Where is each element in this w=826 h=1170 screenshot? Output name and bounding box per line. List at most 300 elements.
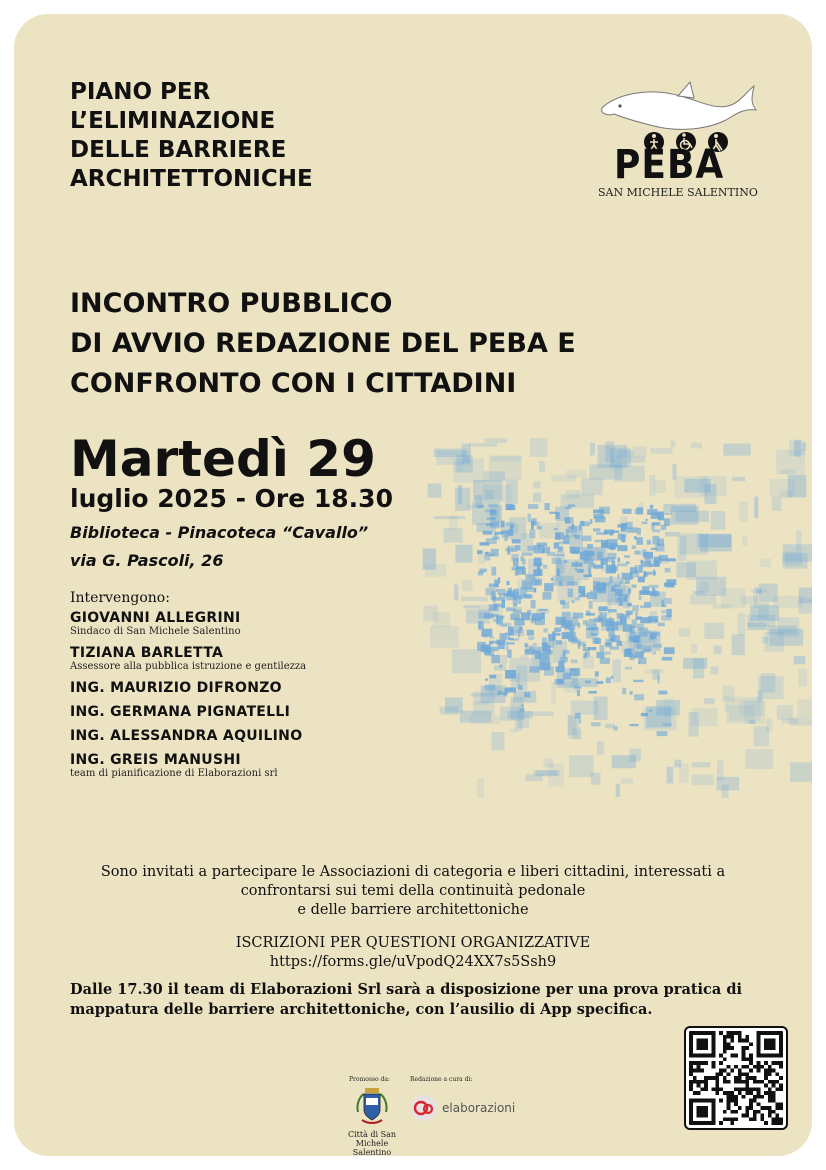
qr-module: [749, 1076, 753, 1080]
map-building: [531, 600, 536, 608]
map-building: [528, 636, 534, 639]
map-building: [592, 552, 595, 556]
qr-module: [742, 1072, 746, 1076]
map-building: [583, 644, 586, 651]
qr-module: [730, 1117, 734, 1121]
map-parcel: [799, 588, 812, 604]
qr-module: [768, 1087, 772, 1091]
qr-module: [727, 1065, 731, 1069]
qr-module: [749, 1117, 753, 1121]
map-building: [517, 568, 526, 575]
map-building: [632, 620, 637, 629]
qr-module: [753, 1095, 757, 1099]
qr-module: [734, 1099, 738, 1103]
map-building: [640, 590, 650, 595]
map-building: [506, 504, 514, 510]
map-building: [521, 704, 524, 706]
map-building: [495, 589, 498, 592]
qr-module: [715, 1087, 719, 1091]
map-building: [617, 563, 628, 566]
map-parcel: [440, 706, 459, 714]
qr-module: [727, 1072, 731, 1076]
qr-module: [753, 1087, 757, 1091]
map-building: [665, 568, 671, 573]
qr-module: [719, 1061, 723, 1065]
qr-module: [715, 1080, 719, 1084]
map-building: [572, 600, 575, 603]
map-building: [620, 580, 624, 584]
map-building: [571, 534, 576, 537]
map-building: [478, 572, 483, 575]
map-building: [528, 514, 532, 522]
map-building: [491, 517, 495, 521]
qr-module: [779, 1065, 783, 1069]
map-building: [657, 731, 668, 736]
map-building: [567, 581, 578, 585]
map-parcel: [782, 553, 807, 568]
map-building: [541, 613, 545, 619]
qr-module: [730, 1121, 734, 1125]
map-parcel: [525, 774, 542, 781]
map-building: [575, 568, 577, 571]
qr-module: [697, 1065, 701, 1069]
map-building: [631, 585, 636, 588]
qr-module: [712, 1061, 716, 1065]
qr-module: [764, 1061, 768, 1065]
qr-module: [693, 1091, 697, 1095]
map-building: [644, 552, 653, 559]
map-parcel: [732, 635, 745, 656]
map-building: [517, 592, 519, 595]
promoted-by-label: Promosso da:: [349, 1076, 390, 1083]
map-parcel: [674, 476, 707, 498]
qr-module: [745, 1110, 749, 1114]
qr-finder: [764, 1039, 775, 1050]
map-building: [641, 713, 648, 716]
map-building: [654, 560, 659, 566]
map-building: [529, 666, 539, 672]
map-building: [512, 539, 521, 543]
map-parcel: [772, 497, 782, 511]
qr-module: [745, 1087, 749, 1091]
qr-module: [757, 1080, 761, 1084]
registration-link[interactable]: https://forms.gle/uVpodQ24XX7s5Ssh9: [269, 954, 557, 970]
map-building: [595, 517, 606, 523]
map-building: [589, 563, 596, 567]
elaborazioni-logo-icon: [410, 1094, 438, 1122]
qr-module: [749, 1091, 753, 1095]
qr-module: [749, 1099, 753, 1103]
qr-module: [723, 1050, 727, 1054]
map-building: [543, 592, 552, 600]
qr-module: [700, 1080, 704, 1084]
qr-module: [693, 1076, 697, 1080]
map-building: [593, 528, 600, 531]
qr-module: [757, 1069, 761, 1073]
qr-module: [768, 1072, 772, 1076]
map-parcel: [597, 741, 604, 755]
map-parcel: [478, 553, 485, 563]
map-building: [596, 652, 604, 658]
map-building: [664, 583, 674, 587]
qr-module: [715, 1072, 719, 1076]
map-building: [564, 650, 570, 654]
map-building: [607, 553, 616, 559]
qr-module: [745, 1035, 749, 1039]
qr-module: [779, 1084, 783, 1088]
map-building: [634, 536, 637, 539]
map-building: [575, 561, 578, 565]
map-building: [575, 598, 579, 601]
map-building: [570, 547, 580, 554]
map-building: [621, 614, 629, 616]
qr-module: [772, 1117, 776, 1121]
map-parcel: [747, 623, 766, 630]
map-building: [630, 572, 634, 579]
qr-module: [734, 1054, 738, 1058]
speaker: [70, 752, 420, 779]
map-building: [658, 675, 660, 684]
map-building: [565, 507, 571, 510]
qr-module: [727, 1091, 731, 1095]
map-building: [544, 628, 548, 632]
qr-module: [753, 1110, 757, 1114]
qr-module: [760, 1080, 764, 1084]
map-parcel: [520, 655, 528, 659]
qr-module: [708, 1076, 712, 1080]
map-building: [594, 618, 602, 623]
map-building: [586, 631, 593, 639]
map-building: [647, 509, 658, 515]
map-parcel: [796, 531, 802, 551]
map-building: [595, 540, 602, 543]
map-building: [554, 679, 564, 685]
qr-module: [753, 1065, 757, 1069]
map-building: [610, 637, 615, 641]
map-parcel: [754, 497, 758, 519]
qr-module: [742, 1057, 746, 1061]
qr-module: [693, 1061, 697, 1065]
qr-module: [689, 1087, 693, 1091]
map-building: [481, 629, 492, 637]
venue-address: via G. Pascoli, 26: [70, 551, 224, 570]
map-building: [617, 524, 627, 527]
map-building: [484, 613, 493, 618]
map-building: [597, 552, 603, 560]
qr-module: [749, 1061, 753, 1065]
qr-module: [738, 1035, 742, 1039]
map-building: [618, 534, 622, 540]
map-building: [506, 642, 508, 651]
map-building: [570, 629, 574, 637]
map-building: [571, 524, 574, 530]
map-parcel: [533, 493, 541, 503]
qr-module: [772, 1084, 776, 1088]
map-parcel: [778, 617, 800, 637]
qr-module: [712, 1076, 716, 1080]
map-parcel: [569, 755, 594, 777]
qr-module: [749, 1054, 753, 1058]
title-line: ARCHITETTONICHE: [70, 166, 313, 192]
peba-wordmark: PEBA: [614, 142, 725, 188]
map-building: [617, 545, 627, 551]
qr-module: [738, 1072, 742, 1076]
qr-module: [734, 1117, 738, 1121]
map-building: [636, 537, 643, 545]
qr-module: [693, 1080, 697, 1084]
map-building: [650, 636, 655, 640]
map-building: [628, 588, 631, 593]
map-parcel: [710, 667, 718, 675]
qr-module: [772, 1091, 776, 1095]
map-parcel: [788, 475, 807, 498]
city-name: [336, 1130, 408, 1156]
qr-module: [723, 1117, 727, 1121]
map-building: [556, 512, 560, 519]
map-building: [596, 583, 606, 591]
map-building: [663, 724, 672, 726]
map-building: [485, 650, 494, 657]
map-building: [604, 612, 607, 618]
map-building: [530, 530, 536, 539]
map-building: [619, 602, 623, 606]
qr-module: [753, 1099, 757, 1103]
map-parcel: [679, 763, 689, 783]
map-building: [607, 539, 618, 547]
map-parcel: [428, 484, 442, 498]
map-parcel: [469, 443, 497, 447]
qr-module: [727, 1046, 731, 1050]
map-building: [606, 565, 616, 574]
map-parcel: [515, 720, 523, 731]
map-parcel: [794, 656, 805, 664]
map-building: [652, 529, 660, 532]
qr-module: [730, 1095, 734, 1099]
qr-module: [697, 1091, 701, 1095]
map-building: [652, 588, 655, 596]
map-building: [575, 713, 581, 719]
map-building: [485, 552, 491, 561]
map-parcel: [548, 763, 564, 787]
qr-module: [723, 1069, 727, 1073]
speaker-name: GIOVANNI ALLEGRINI: [70, 610, 241, 626]
qr-module: [723, 1035, 727, 1039]
map-building: [627, 603, 632, 606]
map-building: [655, 620, 658, 623]
map-parcel: [656, 700, 680, 716]
map-parcel: [475, 701, 489, 704]
qr-module: [742, 1039, 746, 1043]
qr-module: [745, 1076, 749, 1080]
qr-module: [764, 1106, 768, 1110]
map-building: [600, 658, 610, 664]
qr-module: [723, 1057, 727, 1061]
qr-module: [697, 1069, 701, 1073]
qr-module: [723, 1080, 727, 1084]
map-building: [562, 632, 571, 639]
map-building: [518, 685, 523, 690]
map-parcel: [717, 760, 724, 781]
qr-module: [757, 1091, 761, 1095]
qr-module: [727, 1117, 731, 1121]
map-building: [568, 504, 575, 506]
map-building: [588, 691, 597, 693]
qr-module: [775, 1121, 779, 1125]
qr-module: [745, 1080, 749, 1084]
map-building: [514, 618, 524, 625]
map-building: [609, 617, 611, 621]
city-line: Michele Salentino: [352, 1139, 392, 1156]
qr-module: [727, 1102, 731, 1106]
map-parcel: [713, 604, 732, 609]
qr-module: [704, 1080, 708, 1084]
map-building: [497, 616, 504, 619]
qr-finder: [697, 1106, 708, 1117]
map-parcel: [743, 536, 748, 547]
qr-module: [734, 1110, 738, 1114]
map-building: [525, 649, 535, 655]
map-building: [537, 543, 548, 547]
speakers-list: [70, 590, 420, 779]
qr-module: [712, 1087, 716, 1091]
map-building: [480, 542, 490, 545]
qr-module: [775, 1072, 779, 1076]
qr-module: [730, 1031, 734, 1035]
map-building: [588, 567, 591, 576]
map-parcel: [539, 461, 545, 472]
map-parcel: [649, 475, 655, 496]
qr-module: [768, 1080, 772, 1084]
qr-module: [689, 1061, 693, 1065]
map-building: [534, 558, 542, 567]
map-parcel: [463, 605, 479, 608]
speaker-name: ING. MAURIZIO DIFRONZO: [70, 680, 282, 696]
map-parcel: [777, 705, 793, 720]
qr-module: [730, 1039, 734, 1043]
registration-label: ISCRIZIONI PER QUESTIONI ORGANIZZATIVE: [235, 935, 591, 951]
map-building: [478, 505, 484, 508]
speaker: [70, 645, 420, 672]
qr-module: [689, 1072, 693, 1076]
map-building: [649, 585, 659, 588]
map-building: [538, 609, 547, 611]
qr-module: [772, 1095, 776, 1099]
map-parcel: [491, 456, 521, 462]
map-parcel: [723, 444, 750, 456]
map-building: [583, 620, 588, 625]
qr-module: [742, 1046, 746, 1050]
map-parcel: [690, 595, 716, 605]
map-parcel: [680, 534, 708, 555]
title-line: DELLE BARRIERE: [70, 137, 287, 163]
map-building: [578, 719, 581, 724]
map-parcel: [683, 658, 707, 669]
qr-module: [689, 1069, 693, 1073]
map-building: [498, 577, 500, 583]
qr-module: [730, 1054, 734, 1058]
map-building: [662, 657, 673, 661]
map-building: [649, 710, 653, 713]
speakers-intro: Intervengono:: [70, 590, 170, 606]
map-building: [632, 605, 639, 612]
map-building: [505, 531, 508, 534]
map-building: [640, 606, 651, 609]
qr-module: [760, 1106, 764, 1110]
map-building: [623, 509, 632, 514]
map-parcel: [621, 778, 634, 783]
map-building: [559, 541, 569, 544]
map-parcel: [729, 697, 761, 721]
speaker-role: Assessore alla pubblica istruzione e gentilezza: [70, 661, 307, 672]
map-building: [652, 522, 660, 525]
qr-module: [745, 1072, 749, 1076]
map-building: [527, 610, 531, 616]
qr-module: [749, 1057, 753, 1061]
qr-module: [775, 1087, 779, 1091]
map-parcel: [444, 528, 463, 543]
qr-module: [715, 1091, 719, 1095]
map-building: [584, 575, 592, 578]
map-building: [489, 641, 493, 645]
qr-module: [727, 1080, 731, 1084]
map-building: [654, 590, 656, 598]
map-building: [596, 532, 607, 535]
qr-module: [775, 1106, 779, 1110]
speaker-role: team di pianificazione di Elaborazioni srl: [70, 768, 278, 779]
map-building: [562, 602, 569, 609]
map-building: [553, 554, 564, 556]
qr-module: [700, 1069, 704, 1073]
qr-module: [753, 1076, 757, 1080]
town-map-image: [422, 438, 812, 798]
map-building: [581, 590, 585, 596]
invitation-text: [54, 863, 772, 920]
map-building: [565, 517, 574, 524]
qr-module: [757, 1087, 761, 1091]
map-parcel: [434, 516, 465, 519]
map-building: [524, 692, 530, 697]
map-parcel: [738, 613, 746, 636]
map-parcel: [676, 511, 709, 522]
map-building: [634, 635, 639, 643]
qr-module: [768, 1114, 772, 1118]
map-building: [582, 536, 592, 542]
qr-code-image[interactable]: [684, 1026, 788, 1130]
qr-module: [749, 1087, 753, 1091]
map-building: [650, 505, 653, 509]
speaker: [70, 610, 420, 637]
map-building: [534, 647, 543, 654]
map-building: [534, 588, 537, 593]
plan-title: [70, 78, 313, 194]
map-building: [636, 507, 643, 514]
map-building: [501, 634, 511, 639]
map-building: [510, 525, 512, 532]
qr-module: [779, 1121, 783, 1125]
map-parcel: [629, 749, 640, 762]
map-building: [661, 610, 665, 613]
map-building: [584, 558, 594, 563]
qr-finder: [697, 1039, 708, 1050]
qr-module: [738, 1039, 742, 1043]
qr-module: [768, 1091, 772, 1095]
qr-module: [738, 1087, 742, 1091]
qr-module: [730, 1091, 734, 1095]
map-building: [617, 641, 623, 646]
qr-module: [734, 1102, 738, 1106]
heading-line: INCONTRO PUBBLICO: [70, 288, 393, 319]
map-building: [651, 632, 660, 636]
